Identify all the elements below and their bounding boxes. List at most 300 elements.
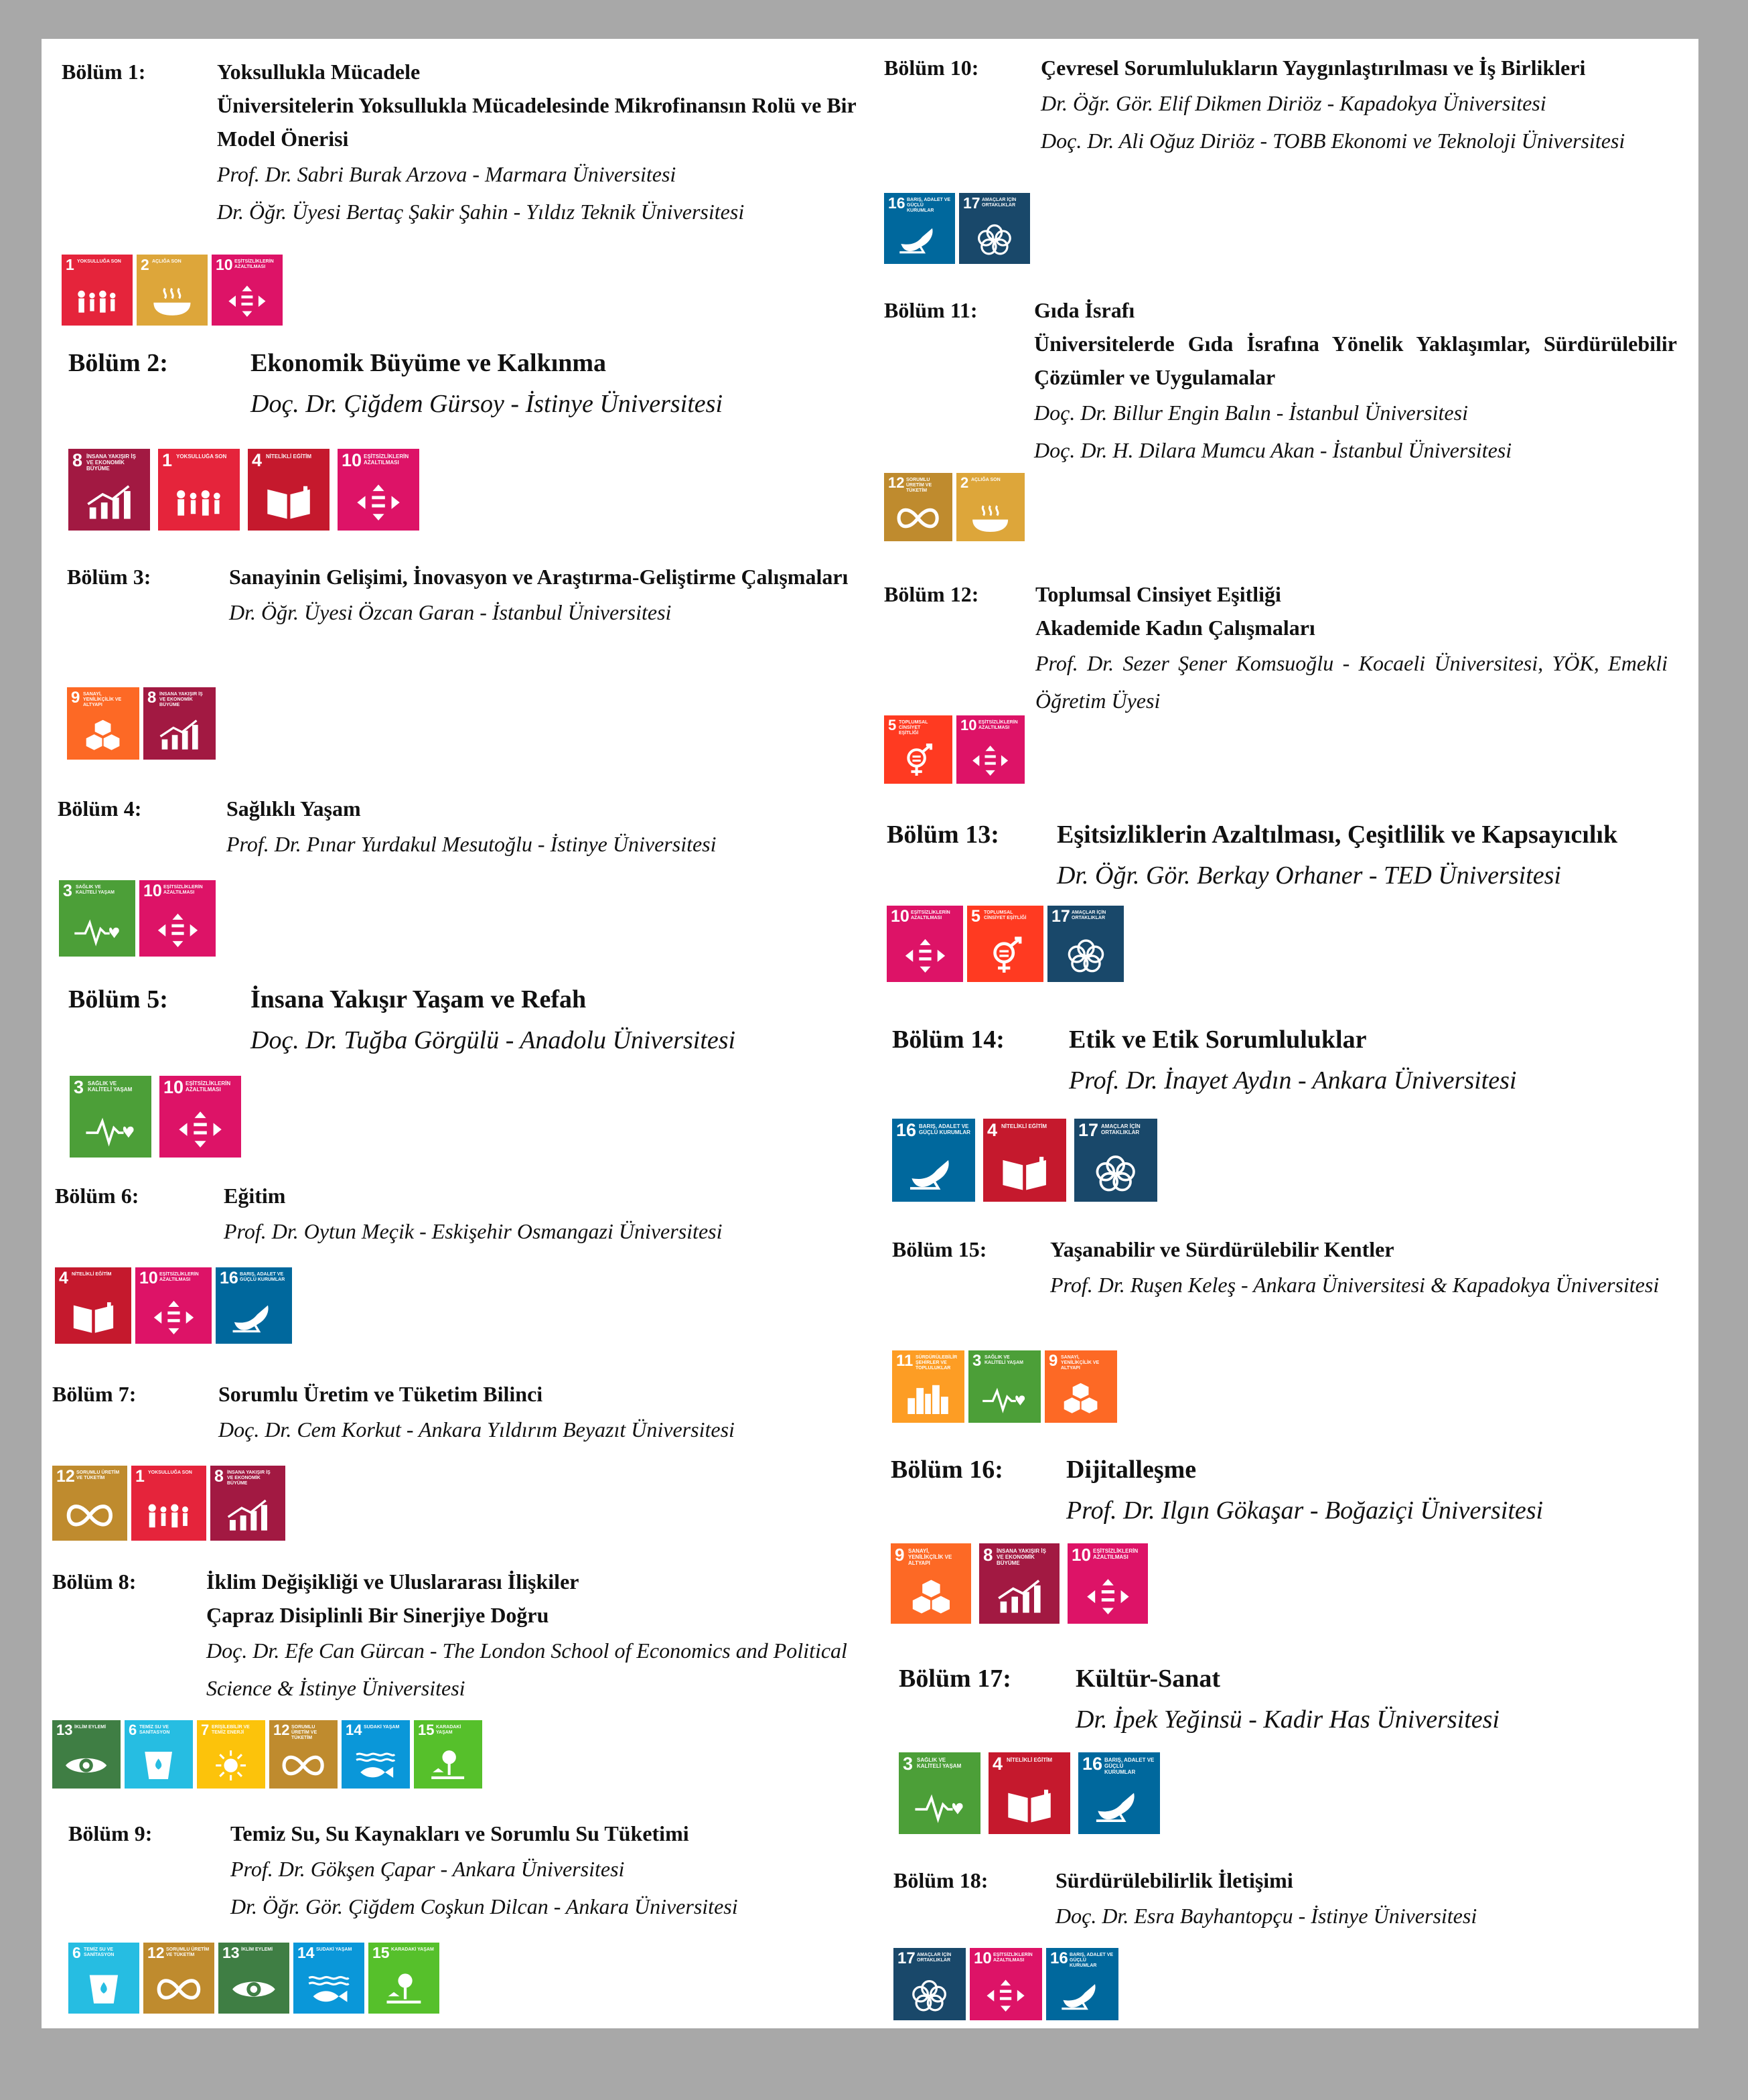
sdg-number: 6	[72, 1944, 81, 1961]
sdg-label: YOKSULLUĞA SON	[148, 1470, 192, 1475]
chapter-author: Prof. Dr. İnayet Aydın - Ankara Üniversitesi	[1069, 1066, 1517, 1095]
sdg-number: 5	[971, 907, 980, 926]
sdg-label: EŞİTSİZLİKLERİN AZALTILMASI	[1093, 1548, 1139, 1561]
chapter-title: Ekonomik Büyüme ve Kalkınma	[250, 349, 607, 377]
chapter-author: Prof. Dr. Ilgın Gökaşar - Boğaziçi Üniversitesi	[1066, 1496, 1544, 1525]
chapter-title: İklim Değişikliği ve Uluslararası İlişkiler	[206, 1569, 579, 1594]
sdg-number: 9	[895, 1545, 905, 1565]
sdg-label: BARIŞ, ADALET VE GÜÇLÜ KURUMLAR	[907, 198, 951, 214]
sdg-goal-16-icon	[216, 1267, 292, 1344]
chapter-body	[1066, 1451, 1689, 1533]
rings-icon	[972, 220, 1017, 259]
infinity-icon	[896, 499, 940, 537]
cubes-icon	[1058, 1378, 1104, 1418]
dove-icon	[1059, 1975, 1105, 2016]
people-icon	[173, 480, 225, 525]
rings-icon	[1062, 934, 1110, 977]
sdg-icon-row	[67, 687, 216, 760]
sdg-goal-10-icon	[135, 1267, 212, 1344]
chapter-author: Dr. Öğr. Gör. Çiğdem Coşkun Dilcan - Ankara Üniversitesi	[230, 1894, 738, 1918]
sdg-label: NİTELİKLİ EĞİTİM	[72, 1272, 112, 1277]
sdg-label: SUDAKİ YAŞAM	[316, 1947, 352, 1952]
tree-icon	[381, 1969, 427, 2009]
chapter-body	[250, 981, 873, 1062]
chapter-number: Bölüm 9:	[68, 1821, 153, 1845]
book-icon	[69, 1296, 118, 1339]
chapter-title: Temiz Su, Su Kaynakları ve Sorumlu Su Tüketimi	[230, 1821, 689, 1845]
fish-icon	[354, 1746, 397, 1784]
sdg-icon-row	[884, 715, 1025, 784]
sdg-number: 9	[1049, 1352, 1058, 1370]
chapter-number: Bölüm 4:	[58, 796, 142, 821]
sdg-goal-10-icon	[139, 880, 216, 957]
sdg-label: AMAÇLAR İÇİN ORTAKLIKLAR	[1072, 910, 1106, 921]
chapter-author: Prof. Dr. Pınar Yurdakul Mesutoğlu - İstinye Üniversitesi	[226, 832, 717, 856]
sdg-label: TEMİZ SU VE SANİTASYON	[84, 1947, 115, 1958]
chapter-author: Dr. Öğr. Üyesi Bertaç Şakir Şahin - Yıldız Teknik Üniversitesi	[217, 200, 745, 224]
chapter-author: Dr. Öğr. Üyesi Özcan Garan - İstanbul Üniversitesi	[229, 600, 672, 624]
sdg-label: NİTELİKLİ EĞİTİM	[1001, 1123, 1047, 1129]
sdg-goal-17-icon	[1074, 1119, 1157, 1202]
infinity-icon	[66, 1494, 114, 1537]
sdg-goal-17-icon	[959, 193, 1030, 264]
infinity-icon	[156, 1969, 202, 2009]
chapter-author: Dr. Öğr. Gör. Elif Dikmen Diriöz - Kapadokya Üniversitesi	[1041, 91, 1546, 115]
sdg-goal-13-icon	[52, 1720, 121, 1789]
sdg-label: AÇLIĞA SON	[152, 259, 181, 264]
sdg-number: 17	[1078, 1120, 1099, 1140]
sdg-label: YOKSULLUĞA SON	[176, 453, 227, 460]
sdg-label: İNSANA YAKIŞIR İŞ VE EKONOMİK BÜYÜME	[227, 1470, 271, 1486]
chapter-number: Bölüm 14:	[892, 1026, 1005, 1054]
heartbeat-icon	[981, 1378, 1027, 1418]
dove-icon	[230, 1296, 279, 1339]
chapter-title: Sağlıklı Yaşam	[226, 796, 361, 821]
sdg-number: 10	[974, 1949, 992, 1967]
chapter-author: Doç. Dr. Ali Oğuz Diriöz - TOBB Ekonomi ve Teknoloji Üniversitesi	[1041, 129, 1625, 153]
sdg-number: 15	[372, 1944, 390, 1961]
eye-globe-icon	[231, 1969, 277, 2009]
chapter-author: Doç. Dr. Esra Bayhantopçu - İstinye Üniversitesi	[1055, 1904, 1477, 1928]
sdg-number: 10	[143, 882, 162, 900]
sdg-label: İNSANA YAKIŞIR İŞ VE EKONOMİK BÜYÜME	[997, 1548, 1046, 1567]
dove-icon	[1093, 1783, 1145, 1829]
sdg-goal-15-icon	[368, 1943, 439, 2014]
chapter-number: Bölüm 5:	[68, 985, 168, 1013]
chapter-number: Bölüm 6:	[55, 1184, 139, 1208]
chapter-number: Bölüm 7:	[52, 1382, 137, 1406]
chapter-body	[1057, 816, 1693, 898]
sdg-goal-17-icon	[1047, 906, 1124, 982]
sdg-icon-row	[70, 1076, 241, 1158]
rings-icon	[906, 1975, 952, 2016]
sdg-label: AMAÇLAR İÇİN ORTAKLIKLAR	[917, 1953, 952, 1963]
tree-icon	[426, 1746, 469, 1784]
people-icon	[74, 281, 120, 321]
sdg-goal-10-icon	[956, 715, 1025, 784]
sdg-goal-8-icon	[979, 1543, 1060, 1624]
sdg-label: İKLİM EYLEMİ	[241, 1947, 273, 1952]
sdg-goal-12-icon	[143, 1943, 214, 2014]
sdg-goal-16-icon	[884, 193, 955, 264]
chapter-body	[1069, 1021, 1692, 1103]
chapter-body	[206, 1565, 889, 1707]
chapter-author: Doç. Dr. H. Dilara Mumcu Akan - İstanbul Üniversitesi	[1034, 438, 1512, 462]
sdg-goal-16-icon	[1078, 1752, 1160, 1834]
sdg-icon-row	[68, 1943, 439, 2014]
sdg-label: SORUMLU ÜRETİM VE TÜKETİM	[166, 1947, 210, 1958]
sdg-goal-10-icon	[970, 1948, 1042, 2020]
sdg-number: 1	[162, 450, 173, 470]
sdg-goal-3-icon	[968, 1350, 1041, 1423]
sdg-number: 17	[897, 1949, 916, 1967]
right-column	[875, 39, 1698, 2028]
sdg-icon-row	[62, 255, 283, 326]
sdg-goal-4-icon	[989, 1752, 1070, 1834]
sdg-label: EŞİTSİZLİKLERİN AZALTILMASI	[993, 1953, 1033, 1963]
sdg-label: YOKSULLUĞA SON	[77, 259, 121, 264]
chapter-title: İnsana Yakışır Yaşam ve Refah	[250, 985, 587, 1013]
sdg-goal-2-icon	[137, 255, 208, 326]
chapter-author: Prof. Dr. Ruşen Keleş - Ankara Üniversitesi & Kapadokya Üniversitesi	[1050, 1273, 1660, 1297]
sdg-label: AÇLIĞA SON	[971, 478, 1001, 482]
sdg-number: 16	[220, 1269, 238, 1287]
fish-icon	[306, 1969, 352, 2009]
people-icon	[145, 1494, 193, 1537]
dove-icon	[907, 1150, 960, 1196]
sdg-goal-6-icon	[125, 1720, 193, 1789]
equality-icon	[901, 934, 950, 977]
sdg-goal-10-icon	[887, 906, 963, 982]
dove-icon	[897, 220, 942, 259]
sdg-number: 16	[896, 1120, 917, 1140]
chapter-subtitle: Akademide Kadın Çalışmaları	[1035, 616, 1315, 640]
sdg-number: 17	[1051, 907, 1070, 926]
sdg-icon-row	[884, 473, 1025, 541]
sdg-goal-8-icon	[143, 687, 216, 760]
sdg-label: İKLİM EYLEMİ	[74, 1725, 106, 1730]
chapter-body	[1041, 51, 1684, 159]
sdg-label: SUDAKİ YAŞAM	[364, 1725, 400, 1730]
growth-chart-icon	[994, 1574, 1045, 1619]
chapter-title: Yaşanabilir ve Sürdürülebilir Kentler	[1050, 1237, 1394, 1261]
sdg-label: NİTELİKLİ EĞİTİM	[1007, 1757, 1052, 1763]
gender-icon	[896, 742, 940, 780]
sdg-number: 8	[147, 689, 157, 707]
chapter-number: Bölüm 15:	[892, 1237, 987, 1261]
left-column	[42, 39, 875, 2028]
sdg-icon-row	[887, 906, 1124, 982]
sdg-number: 3	[74, 1077, 84, 1097]
sdg-number: 14	[346, 1722, 362, 1738]
chapter-body	[250, 344, 873, 426]
sdg-goal-12-icon	[269, 1720, 338, 1789]
sdg-label: BARIŞ, ADALET VE GÜÇLÜ KURUMLAR	[240, 1272, 285, 1283]
sdg-number: 10	[216, 256, 233, 273]
sdg-number: 16	[888, 194, 905, 212]
sdg-icon-row	[55, 1267, 292, 1344]
sdg-number: 4	[987, 1120, 998, 1140]
sdg-number: 3	[63, 882, 72, 900]
sdg-label: BARIŞ, ADALET VE GÜÇLÜ KURUMLAR	[1070, 1953, 1114, 1969]
equality-icon	[224, 281, 270, 321]
growth-chart-icon	[83, 480, 135, 525]
chapter-number: Bölüm 11:	[884, 298, 978, 322]
sdg-number: 10	[342, 450, 362, 470]
sdg-goal-8-icon	[210, 1466, 285, 1541]
sdg-number: 4	[59, 1269, 68, 1287]
equality-icon	[149, 1296, 198, 1339]
sdg-goal-4-icon	[983, 1119, 1066, 1202]
sdg-goal-14-icon	[293, 1943, 364, 2014]
sdg-label: SAĞLIK VE KALİTELİ YAŞAM	[76, 885, 115, 896]
sdg-number: 10	[891, 907, 909, 926]
sdg-number: 13	[222, 1944, 240, 1961]
sdg-number: 14	[297, 1944, 315, 1961]
book-icon	[263, 480, 315, 525]
sdg-label: TEMİZ SU VE SANİTASYON	[139, 1725, 170, 1736]
sdg-goal-9-icon	[67, 687, 139, 760]
sdg-number: 13	[56, 1722, 73, 1738]
sdg-number: 5	[888, 717, 897, 733]
sdg-icon-row	[52, 1720, 482, 1789]
sdg-icon-row	[893, 1948, 1118, 2020]
sun-icon	[209, 1746, 252, 1784]
chapter-author: Doç. Dr. Cem Korkut - Ankara Yıldırım Beyazıt Üniversitesi	[218, 1417, 735, 1442]
sdg-goal-16-icon	[892, 1119, 975, 1202]
sdg-number: 2	[141, 256, 149, 273]
chapter-number: Bölüm 13:	[887, 821, 999, 849]
equality-icon	[982, 1975, 1029, 2016]
sdg-label: BARIŞ, ADALET VE GÜÇLÜ KURUMLAR	[1104, 1757, 1155, 1776]
chapter-number: Bölüm 17:	[899, 1665, 1011, 1693]
sdg-number: 12	[888, 474, 905, 491]
sdg-number: 12	[56, 1467, 75, 1486]
sdg-label: EŞİTSİZLİKLERİN AZALTILMASI	[911, 910, 950, 921]
sdg-icon-row	[884, 193, 1030, 264]
chapter-title: Etik ve Etik Sorumluluklar	[1069, 1026, 1367, 1054]
sdg-label: SAĞLIK VE KALİTELİ YAŞAM	[917, 1757, 962, 1770]
chapter-body	[1076, 1660, 1692, 1742]
sdg-icon-row	[52, 1466, 285, 1541]
chapter-author: Dr. Öğr. Gör. Berkay Orhaner - TED Üniversitesi	[1057, 861, 1561, 890]
growth-chart-icon	[156, 715, 202, 755]
chapter-title: Eğitim	[224, 1184, 286, 1208]
chapter-number: Bölüm 3:	[67, 565, 151, 589]
sdg-number: 1	[135, 1467, 145, 1486]
sdg-goal-13-icon	[218, 1943, 289, 2014]
chapter-title: Dijitalleşme	[1066, 1456, 1197, 1484]
sdg-goal-15-icon	[414, 1720, 482, 1789]
heartbeat-icon	[84, 1107, 137, 1152]
cubes-icon	[80, 715, 126, 755]
sdg-label: SANAYİ, YENİLİKÇİLİK VE ALTYAPI	[908, 1548, 952, 1567]
sdg-goal-10-icon	[159, 1076, 241, 1158]
sdg-label: TOPLUMSAL CİNSİYET EŞİTLİĞİ	[984, 910, 1027, 921]
sdg-goal-8-icon	[68, 449, 150, 531]
book-icon	[1003, 1783, 1055, 1829]
chapter-title: Kültür-Sanat	[1076, 1665, 1221, 1693]
sdg-number: 17	[963, 194, 980, 212]
equality-icon	[352, 480, 405, 525]
equality-icon	[153, 909, 202, 952]
sdg-label: İNSANA YAKIŞIR İŞ VE EKONOMİK BÜYÜME	[86, 453, 136, 472]
sdg-goal-5-icon	[967, 906, 1043, 982]
chapter-number: Bölüm 8:	[52, 1569, 137, 1594]
sdg-goal-12-icon	[52, 1466, 127, 1541]
sdg-label: SANAYİ, YENİLİKÇİLİK VE ALTYAPI	[1061, 1355, 1100, 1371]
sdg-goal-1-icon	[62, 255, 133, 326]
sdg-number: 16	[1050, 1949, 1068, 1967]
bowl-icon	[149, 281, 195, 321]
bowl-icon	[968, 499, 1012, 537]
sdg-label: EŞİTSİZLİKLERİN AZALTILMASI	[159, 1272, 199, 1283]
sdg-goal-4-icon	[248, 449, 330, 531]
sdg-label: SORUMLU ÜRETİM VE TÜKETİM	[291, 1725, 317, 1741]
chapter-author: Prof. Dr. Sezer Şener Komsuoğlu - Kocaeli Üniversitesi, YÖK, Emekli Öğretim Üyesi	[1035, 651, 1668, 713]
chapter-body	[226, 792, 863, 863]
sdg-number: 6	[129, 1722, 137, 1738]
sdg-goal-3-icon	[59, 880, 135, 957]
sdg-label: BARIŞ, ADALET VE GÜÇLÜ KURUMLAR	[919, 1123, 970, 1136]
chapter-number: Bölüm 12:	[884, 582, 979, 606]
sdg-label: ERİŞİLEBİLİR VE TEMİZ ENERJİ	[212, 1725, 250, 1736]
sdg-label: EŞİTSİZLİKLERİN AZALTILMASI	[364, 453, 409, 466]
rings-icon	[1089, 1150, 1142, 1196]
chapter-title: Çevresel Sorumlulukların Yaygınlaştırılması ve İş Birlikleri	[1041, 56, 1586, 80]
sdg-label: EŞİTSİZLİKLERİN AZALTILMASI	[234, 259, 274, 270]
water-glass-icon	[137, 1746, 180, 1784]
gender-icon	[981, 934, 1030, 977]
chapter-subtitle: Çapraz Disiplinli Bir Sinerjiye Doğru	[206, 1603, 549, 1627]
sdg-label: SAĞLIK VE KALİTELİ YAŞAM	[88, 1080, 133, 1093]
chapter-body	[218, 1377, 888, 1448]
sdg-number: 4	[993, 1754, 1003, 1774]
sdg-number: 8	[72, 450, 83, 470]
chapter-author: Doç. Dr. Tuğba Görgülü - Anadolu Üniversitesi	[250, 1026, 736, 1054]
chapter-body	[229, 560, 879, 631]
sdg-icon-row	[891, 1543, 1148, 1624]
chapter-body	[230, 1817, 873, 1925]
chapter-author: Prof. Dr. Gökşen Çapar - Ankara Üniversitesi	[230, 1857, 625, 1881]
chapter-author: Doç. Dr. Efe Can Gürcan - The London School of Economics and Political Science & İstinye Üniversitesi	[206, 1638, 847, 1700]
chapter-author: Dr. İpek Yeğinsü - Kadir Has Üniversitesi	[1076, 1705, 1500, 1734]
heartbeat-icon	[914, 1783, 966, 1829]
sdg-icon-row	[892, 1350, 1117, 1423]
sdg-number: 9	[71, 689, 80, 707]
chapter-author: Doç. Dr. Billur Engin Balın - İstanbul Üniversitesi	[1034, 401, 1468, 425]
sdg-goal-10-icon	[1068, 1543, 1148, 1624]
chapter-author: Prof. Dr. Sabri Burak Arzova - Marmara Üniversitesi	[217, 162, 676, 186]
chapter-body	[217, 55, 860, 230]
sdg-label: EŞİTSİZLİKLERİN AZALTILMASI	[978, 720, 1018, 731]
equality-icon	[968, 742, 1012, 780]
water-glass-icon	[81, 1969, 127, 2009]
chapter-body	[1034, 293, 1677, 469]
city-icon	[905, 1378, 951, 1418]
sdg-number: 8	[214, 1467, 224, 1486]
sdg-goal-4-icon	[55, 1267, 131, 1344]
sdg-goal-12-icon	[884, 473, 952, 541]
sdg-goal-5-icon	[884, 715, 952, 784]
chapter-title: Yoksullukla Mücadele	[217, 60, 421, 84]
chapter-author: Doç. Dr. Çiğdem Gürsoy - İstinye Üniversitesi	[250, 390, 723, 418]
sdg-number: 3	[972, 1352, 982, 1370]
sdg-number: 15	[418, 1722, 435, 1738]
sdg-goal-10-icon	[338, 449, 419, 531]
cubes-icon	[905, 1574, 957, 1619]
sdg-number: 2	[960, 474, 969, 491]
sdg-number: 10	[1072, 1545, 1091, 1565]
sdg-label: TOPLUMSAL CİNSİYET EŞİTLİĞİ	[899, 720, 928, 736]
chapter-number: Bölüm 16:	[891, 1456, 1003, 1484]
chapter-body	[1055, 1864, 1692, 1935]
chapter-number: Bölüm 10:	[884, 56, 979, 80]
chapter-body	[224, 1179, 880, 1250]
sdg-label: EŞİTSİZLİKLERİN AZALTILMASI	[186, 1080, 231, 1093]
sdg-number: 10	[163, 1077, 184, 1097]
sdg-number: 10	[960, 717, 977, 733]
sdg-goal-3-icon	[70, 1076, 151, 1158]
chapter-subtitle: Üniversitelerin Yoksullukla Mücadelesinde Mikrofinansın Rolü ve Bir Model Önerisi	[217, 93, 857, 151]
eye-globe-icon	[64, 1746, 108, 1784]
sdg-number: 3	[903, 1754, 914, 1774]
book-icon	[998, 1150, 1051, 1196]
sdg-label: SAĞLIK VE KALİTELİ YAŞAM	[985, 1355, 1023, 1366]
chapter-body	[1050, 1233, 1693, 1304]
sdg-label: EŞİTSİZLİKLERİN AZALTILMASI	[163, 885, 203, 896]
chapter-body	[1035, 577, 1668, 719]
growth-chart-icon	[224, 1494, 272, 1537]
chapter-title: Sorumlu Üretim ve Tüketim Bilinci	[218, 1382, 543, 1406]
equality-icon	[174, 1107, 226, 1152]
chapter-title: Gıda İsrafı	[1034, 298, 1135, 322]
sdg-number: 11	[896, 1352, 914, 1370]
chapter-title: Sürdürülebilirlik İletişimi	[1055, 1868, 1293, 1892]
sdg-label: KARADAKİ YAŞAM	[391, 1947, 434, 1952]
sdg-label: AMAÇLAR İÇİN ORTAKLIKLAR	[982, 198, 1017, 208]
sdg-label: SORUMLU ÜRETİM VE TÜKETİM	[906, 478, 932, 494]
chapter-title: Toplumsal Cinsiyet Eşitliği	[1035, 582, 1281, 606]
sdg-label: SANAYİ, YENİLİKÇİLİK VE ALTYAPI	[83, 692, 122, 708]
sdg-goal-17-icon	[893, 1948, 966, 2020]
sdg-goal-11-icon	[892, 1350, 964, 1423]
sdg-goal-9-icon	[891, 1543, 971, 1624]
sdg-number: 16	[1082, 1754, 1103, 1774]
sdg-number: 4	[252, 450, 263, 470]
sdg-label: İNSANA YAKIŞIR İŞ VE EKONOMİK BÜYÜME	[159, 692, 203, 708]
sdg-goal-9-icon	[1045, 1350, 1117, 1423]
sdg-label: AMAÇLAR İÇİN ORTAKLIKLAR	[1101, 1123, 1141, 1136]
chapter-title: Eşitsizliklerin Azaltılması, Çeşitlilik ve Kapsayıcılık	[1057, 821, 1618, 849]
sdg-icon-row	[59, 880, 216, 957]
chapter-title: Sanayinin Gelişimi, İnovasyon ve Araştırma-Geliştirme Çalışmaları	[229, 565, 849, 589]
heartbeat-icon	[73, 909, 122, 952]
sdg-goal-6-icon	[68, 1943, 139, 2014]
chapter-subtitle: Üniversitelerde Gıda İsrafına Yönelik Yaklaşımlar, Sürdürülebilir Çözümler ve Uygulamalar	[1034, 332, 1677, 389]
sdg-label: SÜRDÜRÜLEBİLİR ŞEHİRLER VE TOPLULUKLAR	[916, 1355, 958, 1371]
sdg-label: NİTELİKLİ EĞİTİM	[266, 453, 311, 460]
sdg-goal-1-icon	[158, 449, 240, 531]
sdg-number: 10	[139, 1269, 158, 1287]
sdg-goal-16-icon	[1046, 1948, 1118, 2020]
sdg-icon-row	[899, 1752, 1160, 1834]
sdg-number: 7	[201, 1722, 210, 1738]
sdg-number: 12	[273, 1722, 290, 1738]
sdg-icon-row	[892, 1119, 1157, 1202]
infinity-icon	[281, 1746, 325, 1784]
sdg-number: 12	[147, 1944, 165, 1961]
